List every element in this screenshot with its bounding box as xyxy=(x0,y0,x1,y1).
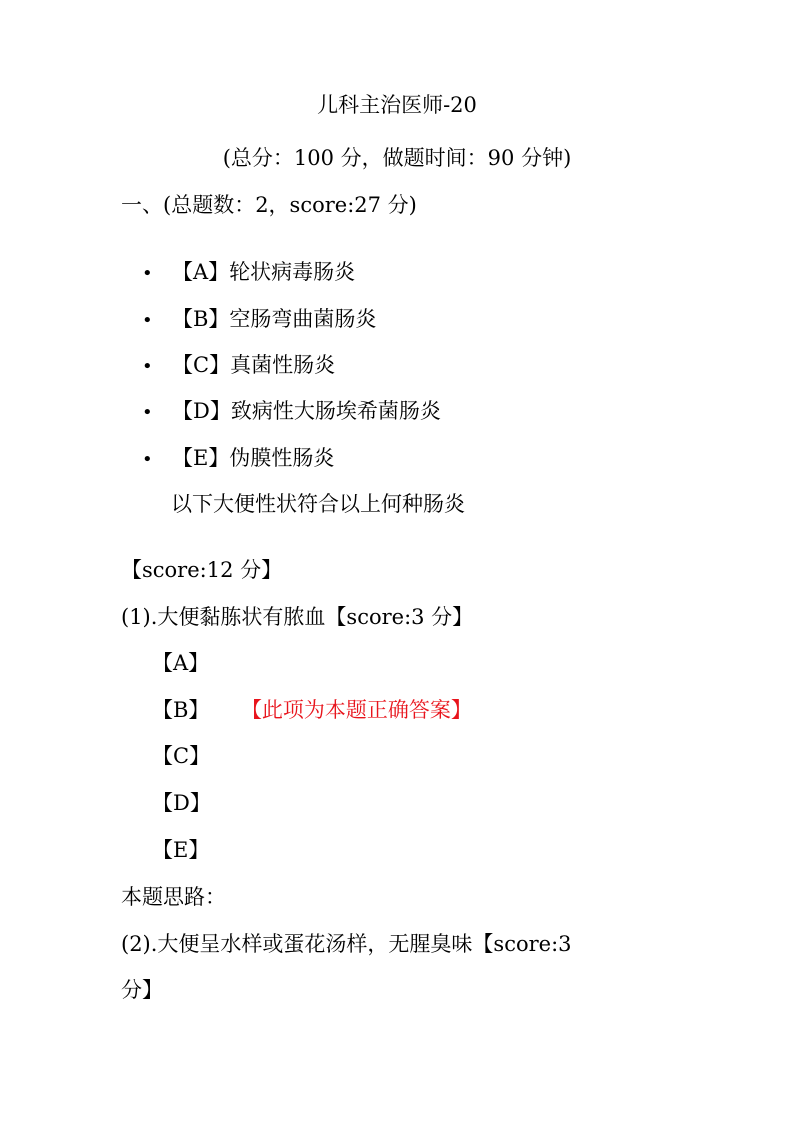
bullet-icon: • xyxy=(142,449,153,470)
bullet-icon: • xyxy=(142,263,153,284)
option-label: 【B】空肠弯曲菌肠炎 xyxy=(172,307,377,331)
explanation-label: 本题思路： xyxy=(121,885,226,909)
group-score: 【score:12 分】 xyxy=(121,558,283,582)
option-c xyxy=(142,350,335,382)
answer-c xyxy=(152,741,210,771)
question-2-text: (2).大便呈水样或蛋花汤样，无腥臭味【score:3 xyxy=(121,932,572,956)
option-e xyxy=(142,443,334,475)
answer-label: 【A】 xyxy=(152,651,210,675)
answer-label: 【C】 xyxy=(152,744,211,768)
answer-a xyxy=(152,648,209,678)
exam-info: (总分：100 分，做题时间：90 分钟) xyxy=(222,146,572,170)
option-d xyxy=(142,396,441,428)
bullet-icon: • xyxy=(142,356,153,377)
bullet-icon: • xyxy=(142,402,153,423)
question-stem: 以下大便性状符合以上何种肠炎 xyxy=(171,492,465,516)
answer-label: 【B】 xyxy=(152,698,210,722)
answer-label: 【D】 xyxy=(152,791,211,815)
question-1-text: (1).大便黏胨状有脓血【score:3 分】 xyxy=(121,605,474,629)
answer-b xyxy=(152,695,472,725)
answer-e xyxy=(152,835,209,865)
answer-label: 【E】 xyxy=(152,838,210,862)
option-b xyxy=(142,304,376,336)
page-title: 儿科主治医师-20 xyxy=(317,93,477,117)
bullet-icon: • xyxy=(142,310,153,331)
answer-d xyxy=(152,788,211,818)
option-label: 【A】轮状病毒肠炎 xyxy=(172,260,356,284)
option-label: 【E】伪膜性肠炎 xyxy=(172,446,335,470)
question-2-text-continued: 分】 xyxy=(121,978,163,1002)
section-header: 一、(总题数：2，score:27 分) xyxy=(121,193,417,217)
option-a xyxy=(142,257,355,289)
correct-answer-note: 【此项为本题正确答案】 xyxy=(251,698,472,722)
option-label: 【D】致病性大肠埃希菌肠炎 xyxy=(172,399,441,423)
option-label: 【C】真菌性肠炎 xyxy=(172,353,336,377)
